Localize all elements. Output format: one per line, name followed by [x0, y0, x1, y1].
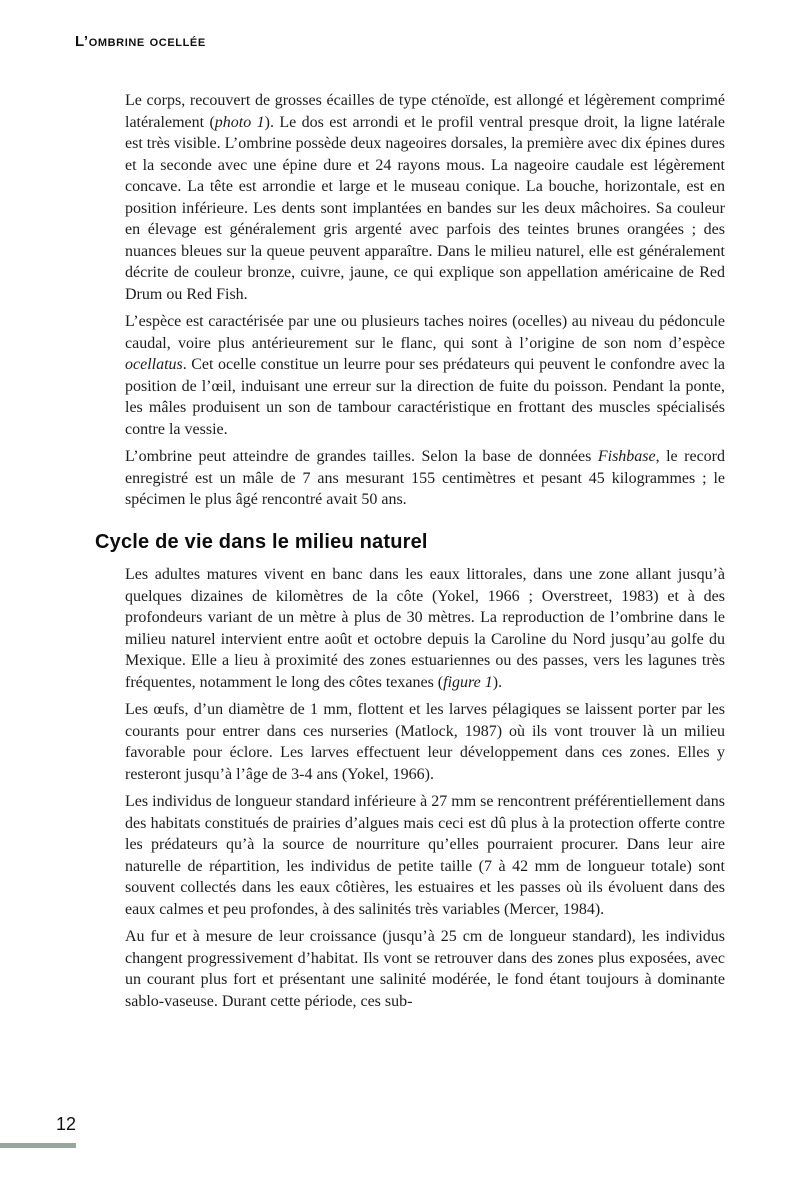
paragraph [125, 90, 725, 305]
italic-text-run: photo 1 [214, 113, 265, 131]
text-run: . Cet ocelle constitue un leurre pour ses prédateurs qui peuvent le confondre avec la position de l’œil, induisant une erreur sur la direction de fuite du poisson. Pendant la ponte, les mâles produisent un son de tambour caractéristique en frottant des muscles spécialisés contre la vessie. [125, 356, 725, 438]
paragraph [125, 926, 725, 1012]
section-heading: Cycle de vie dans le milieu naturel [95, 530, 428, 553]
text-run: ). Le dos est arrondi et le profil ventral presque droit, la ligne latérale est très visible. L’ombrine possède deux nageoires dorsales, la première avec dix épines dures et la seconde avec une épine dure et 24 rayons mous. La nageoire caudale est légèrement concave. La tête est arrondie et large et le museau conique. La bouche, horizontale, est en position inférieure. Les dents sont implantées en bandes sur les deux mâchoires. Sa couleur en élevage est généralement gris argenté avec parfois des teintes brunes orangées ; des nuances bleues sur la queue peuvent apparaître. Dans le milieu naturel, elle est généralement décrite de couleur bronze, cuivre, jaune, ce qui explique son appellation américaine de Red Drum ou Red Fish. [125, 113, 725, 303]
text-run: L’espèce est caractérisée par une ou plusieurs taches noires (ocelles) au niveau du pédoncule caudal, voire plus antérieurement sur le flanc, qui sont à l’origine de son nom d’espèce [125, 313, 725, 352]
text-run: Les individus de longueur standard inférieure à 27 mm se rencontrent préférentiellement dans des habitats constitués de prairies d’algues mais ceci est dû plus à la protection offerte contre les prédateurs qu’à la source de nourriture qu’elles pourraient procurer. Dans leur aire naturelle de répartition, les individus de petite taille (7 à 42 mm de longueur totale) sont souvent collectés dans les eaux côtières, les estuaires et les passes où ils évoluent dans des eaux calmes et peu profondes, à des salinités très variables (Mercer, 1984). [125, 793, 725, 918]
italic-text-run: ocellatus [125, 356, 183, 373]
text-run: Au fur et à mesure de leur croissance (jusqu’à 25 cm de longueur standard), les individus changent progressivement d’habitat. Ils vont se retrouver dans des zones plus exposées, avec un courant plus fort et présentant une salinité modérée, le fond étant toujours à dominante sablo-vaseuse. Durant cette période, ces sub- [125, 928, 725, 1010]
text-run: L’ombrine peut atteindre de grandes tailles. Selon la base de données [125, 448, 598, 465]
text-run: , le record enregistré est un mâle de 7 ans mesurant 155 centimètres et pesant 45 kilogrammes ; le spécimen le plus âgé rencontré avait 50 ans. [125, 448, 726, 508]
text-column [95, 90, 726, 1018]
text-run: Le corps, recouvert de grosses écailles de type cténoïde, est allongé et légèrement comprimé latéralement ( [125, 92, 725, 131]
page-number: 12 [55, 1114, 76, 1134]
italic-text-run: figure 1 [443, 673, 493, 691]
footer-rule [0, 1143, 76, 1148]
paragraph [125, 311, 725, 440]
text-run: ). [492, 673, 503, 691]
paragraph [125, 791, 725, 920]
text-run: Les adultes matures vivent en banc dans les eaux littorales, dans une zone allant jusqu’à quelques dizaines de kilomètres de la côte (Yokel, 1966 ; Overstreet, 1983) et à des profondeurs variant de un mètre à plus de 30 mètres. La reproduction de l’ombrine dans le milieu naturel intervient entre août et octobre depuis la Caroline du Nord jusqu’au golfe du Mexique. Elle a lieu à proximité des zones estuariennes ou des passes, vers les lagunes très fréquentes, notamment le long des côtes texanes ( [125, 566, 725, 691]
paragraph [125, 699, 725, 785]
paragraph [125, 564, 725, 693]
paragraph [125, 446, 725, 511]
running-header-title: L’ombrine ocellée [75, 33, 206, 50]
italic-text-run: Fishbase [597, 448, 656, 465]
text-run: Les œufs, d’un diamètre de 1 mm, flottent et les larves pélagiques se laissent porter par les courants pour entrer dans ces nurseries (Matlock, 1987) où ils vont trouver là un milieu favorable pour éclore. Les larves effectuent leur développement dans ces zones. Elles y resteront jusqu’à l’âge de 3-4 ans (Yokel, 1966). [125, 701, 725, 783]
